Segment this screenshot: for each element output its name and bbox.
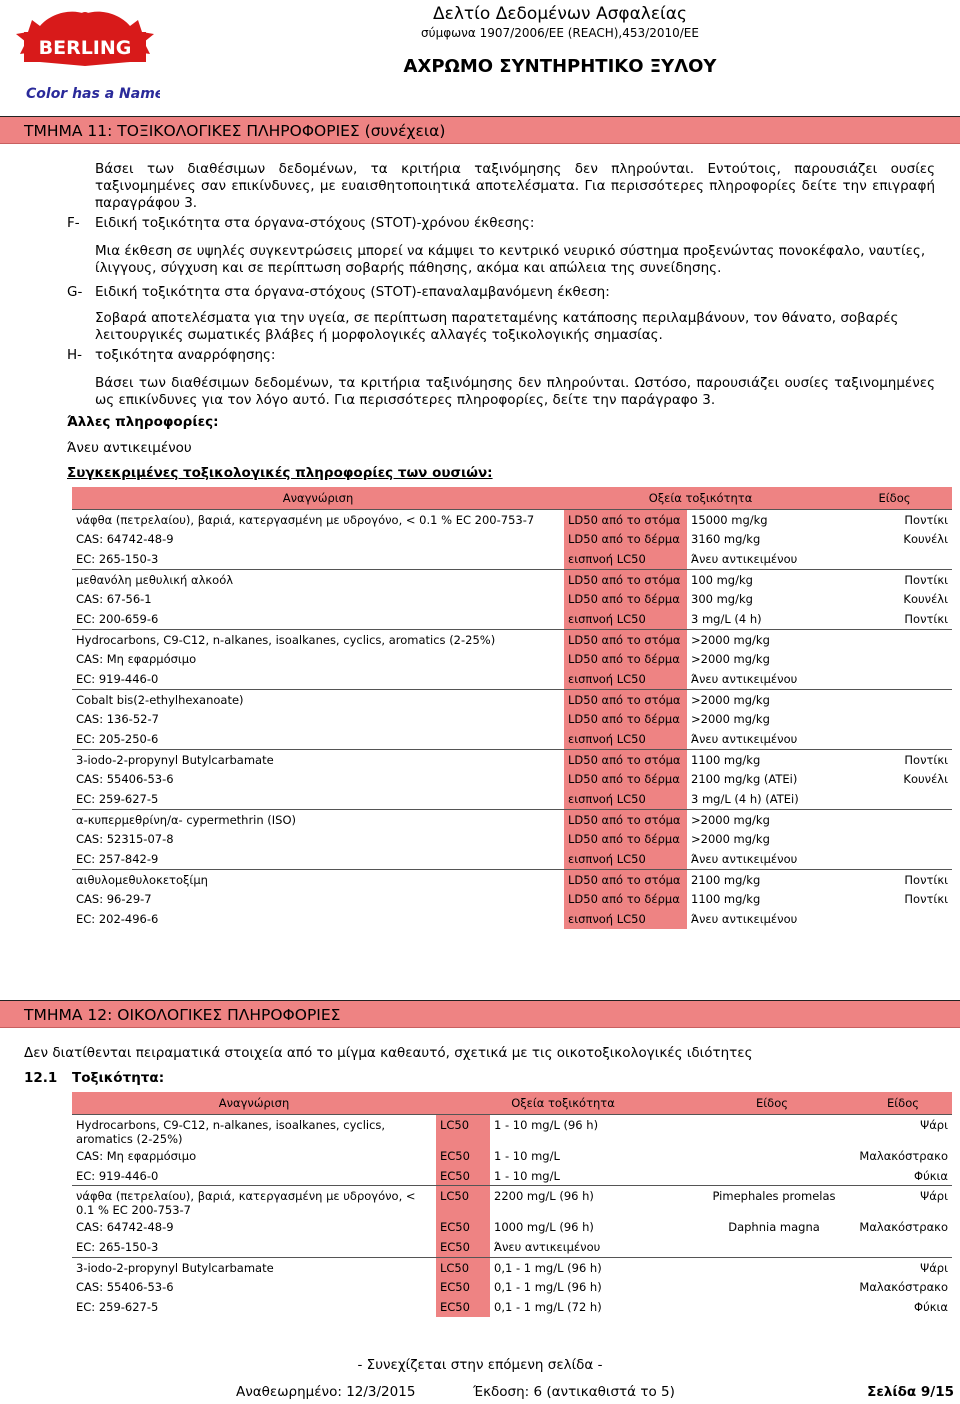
edition-info: Έκδοση: 6 (αντικαθιστά το 5) — [473, 1384, 675, 1400]
test-value: Άνευ αντικειμένου — [494, 1240, 601, 1254]
substance-identification: EC: 259-627-5 — [76, 792, 159, 806]
col-header-acute-toxicity: Οξεία τοξικότητα — [564, 487, 837, 509]
test-type: LC50 — [436, 1257, 490, 1277]
substance-identification: EC: 259-627-5 — [76, 1300, 159, 1314]
eco-table-header — [72, 1092, 952, 1114]
substance-identification: EC: 257-842-9 — [76, 852, 159, 866]
tox-table-header — [72, 487, 952, 509]
item-h-title: τοξικότητα αναρρόφησης: — [95, 347, 276, 363]
species — [690, 1277, 854, 1297]
species: Ποντίκι — [837, 869, 952, 889]
test-value: 2100 mg/kg (ATEi) — [691, 772, 798, 786]
species: Daphnia magna — [728, 1220, 820, 1234]
test-type: EC50 — [436, 1277, 490, 1297]
table-row — [72, 649, 952, 669]
test-value: >2000 mg/kg — [687, 689, 837, 709]
berling-logo — [10, 4, 160, 104]
item-g-title: Ειδική τοξικότητα στα όργανα-στόχους (STOT)-επαναλαμβανόμενη έκθεση: — [95, 284, 610, 300]
col-header-species: Είδος — [690, 1092, 854, 1114]
page-number: Σελίδα 9/15 — [867, 1384, 954, 1400]
test-type: εισπνοή LC50 — [564, 669, 687, 689]
test-type: LC50 — [436, 1186, 490, 1218]
species — [690, 1166, 854, 1186]
substance-identification: Hydrocarbons, C9-C12, n-alkanes, isoalkanes, cyclics, aromatics (2-25%) — [72, 629, 564, 649]
organism-type: Φύκια — [914, 1168, 948, 1183]
substance-identification: CAS: 55406-53-6 — [76, 772, 174, 786]
table-row — [72, 549, 952, 569]
subsection-title: Τοξικότητα: — [72, 1070, 165, 1086]
test-value: 2200 mg/L (96 h) — [490, 1186, 690, 1218]
table-row — [72, 1146, 952, 1166]
species: Ποντίκι — [837, 509, 952, 529]
species — [837, 909, 952, 929]
substance-identification: 3-iodo-2-propynyl Butylcarbamate — [72, 749, 564, 769]
test-value: 3160 mg/kg — [691, 532, 761, 546]
product-name: ΑΧΡΩΜΟ ΣΥΝΤΗΡΗΤΙΚΟ ΞΥΛΟΥ — [403, 56, 717, 77]
species: Ποντίκι — [837, 749, 952, 769]
item-h-label: H- — [67, 347, 83, 363]
table-row — [72, 1166, 952, 1186]
species — [837, 669, 952, 689]
logo-brand: BERLING — [38, 37, 132, 59]
test-type: LD50 από το δέρμα — [564, 649, 687, 669]
organism-type: Ψάρι — [854, 1186, 952, 1218]
table-row — [72, 509, 952, 529]
table-row — [72, 789, 952, 809]
substance-identification: CAS: Μη εφαρμόσιμο — [76, 652, 197, 666]
test-type: EC50 — [436, 1237, 490, 1257]
test-type: εισπνοή LC50 — [564, 549, 687, 569]
test-value: 1 - 10 mg/L (96 h) — [490, 1114, 690, 1146]
substance-identification: CAS: 52315-07-8 — [76, 832, 174, 846]
substance-identification: α-κυπερμεθρίνη/α- cypermethrin (ISO) — [72, 809, 564, 829]
section-11-heading: ΤΜΗΜΑ 11: ΤΟΞΙΚΟΛΟΓΙΚΕΣ ΠΛΗΡΟΦΟΡΙΕΣ (συνέχεια) — [0, 116, 960, 144]
other-info-text: Άνευ αντικειμένου — [67, 440, 192, 456]
logo-slogan: Color has a Name! — [26, 86, 160, 102]
organism-type: Ψάρι — [854, 1114, 952, 1146]
test-value: 2100 mg/kg — [687, 869, 837, 889]
table-row — [72, 1114, 952, 1146]
table-row — [72, 689, 952, 709]
revision-date: Αναθεωρημένο: 12/3/2015 — [236, 1384, 416, 1400]
table-row — [72, 729, 952, 749]
section-11-intro: Βάσει των διαθέσιμων δεδομένων, τα κριτήρια ταξινόμησης δεν πληρούνται. Εντούτοις, παρουσιάζει ουσίες ταξινομημένες σαν επικίνδυνες, με ευαισθητοποιητικά αποτελέσματα. Για περισσότερες πληροφορίες δείτε την επιγραφή παραγράφου 3. — [95, 161, 935, 211]
substance-identification: μεθανόλη μεθυλική αλκοόλ — [72, 569, 564, 589]
test-value: 100 mg/kg — [687, 569, 837, 589]
table-row — [72, 709, 952, 729]
species — [837, 849, 952, 869]
test-type: LD50 από το στόμα — [564, 509, 687, 529]
substance-identification: EC: 265-150-3 — [76, 552, 159, 566]
table-row — [72, 569, 952, 589]
test-value: >2000 mg/kg — [687, 809, 837, 829]
item-g-label: G- — [67, 284, 83, 300]
table-row — [72, 909, 952, 929]
substance-identification: EC: 202-496-6 — [76, 912, 159, 926]
test-value: 300 mg/kg — [691, 592, 753, 606]
species — [837, 629, 952, 649]
test-value: 1 - 10 mg/L — [494, 1148, 560, 1163]
test-type: LD50 από το στόμα — [564, 629, 687, 649]
test-type: LD50 από το στόμα — [564, 569, 687, 589]
test-type: LD50 από το δέρμα — [564, 769, 687, 789]
test-type: EC50 — [436, 1146, 490, 1166]
table-row — [72, 1257, 952, 1277]
item-g-text: Σοβαρά αποτελέσματα για την υγεία, σε περίπτωση παρατεταμένης κατάποσης περιλαμβάνουν, τον θάνατο, σοβαρές λειτουργικές σωματικές βλάβες ή μορφολογικές αλλαγές τοξικολογικής σημασίας. — [95, 310, 899, 343]
test-type: LD50 από το δέρμα — [564, 709, 687, 729]
test-type: LD50 από το στόμα — [564, 749, 687, 769]
species: Ποντίκι — [904, 892, 948, 906]
item-f-title: Ειδική τοξικότητα στα όργανα-στόχους (STOT)-χρόνου έκθεσης: — [95, 215, 535, 231]
species — [837, 809, 952, 829]
species: Ποντίκι — [904, 612, 948, 626]
substance-identification: CAS: 96-29-7 — [76, 892, 152, 906]
table-row — [72, 889, 952, 909]
substance-identification: CAS: 55406-53-6 — [76, 1280, 174, 1294]
test-type: εισπνοή LC50 — [564, 729, 687, 749]
test-value: 1000 mg/L (96 h) — [494, 1220, 594, 1234]
test-value: Άνευ αντικειμένου — [691, 672, 798, 686]
species — [837, 789, 952, 809]
item-f-text: Μια έκθεση σε υψηλές συγκεντρώσεις μπορεί να κάμψει το κεντρικό νευρικό σύστημα προξενώντας πονοκέφαλο, ναυτίες, ίλιγγους, σύγχυση και σε περίπτωση σοβαρής πάθησης, ακόμα και απώλεια της συνείδησης. — [95, 243, 926, 276]
specific-tox-heading: Συγκεκριμένες τοξικολογικές πληροφορίες των ουσιών: — [67, 465, 493, 481]
organism-type: Φύκια — [914, 1300, 948, 1314]
table-row — [72, 529, 952, 549]
test-value: >2000 mg/kg — [691, 712, 770, 726]
substance-identification: 3-iodo-2-propynyl Butylcarbamate — [72, 1257, 436, 1277]
item-h-text: Βάσει των διαθέσιμων δεδομένων, τα κριτήρια ταξινόμησης δεν πληρούνται. Ωστόσο, παρουσιάζει ουσίες ταξινομημένες ως επικίνδυνες για τον λόγο αυτό. Για περισσότερες πληροφορίες, δείτε την παράγραφο 3. — [95, 375, 935, 408]
table-row — [72, 1217, 952, 1237]
table-row — [72, 629, 952, 649]
subsection-number: 12.1 — [24, 1070, 58, 1086]
table-row — [72, 609, 952, 629]
test-value: >2000 mg/kg — [687, 629, 837, 649]
substance-identification: Cobalt bis(2-ethylhexanoate) — [72, 689, 564, 709]
section-12-heading: ΤΜΗΜΑ 12: ΟΙΚΟΛΟΓΙΚΕΣ ΠΛΗΡΟΦΟΡΙΕΣ — [0, 1000, 960, 1028]
table-row — [72, 1237, 952, 1257]
species — [690, 1146, 854, 1166]
table-row — [72, 869, 952, 889]
col-header-acute-toxicity: Οξεία τοξικότητα — [436, 1092, 690, 1114]
substance-identification: EC: 205-250-6 — [76, 732, 159, 746]
organism-type: Μαλακόστρακο — [859, 1220, 948, 1234]
document-title: Δελτίο Δεδομένων Ασφαλείας — [433, 4, 687, 24]
test-value: Άνευ αντικειμένου — [691, 732, 798, 746]
species — [837, 709, 952, 729]
test-type: LD50 από το δέρμα — [564, 889, 687, 909]
test-value: Άνευ αντικειμένου — [691, 852, 798, 866]
substance-identification: EC: 200-659-6 — [76, 612, 159, 626]
test-type: εισπνοή LC50 — [564, 609, 687, 629]
eco-table — [72, 1092, 952, 1317]
table-row — [72, 749, 952, 769]
substance-identification: νάφθα (πετρελαίου), βαριά, κατεργασμένη με υδρογόνο, < 0.1 % EC 200-753-7 — [72, 509, 564, 529]
col-header-species: Είδος — [837, 487, 952, 509]
col-header-identification: Αναγνώριση — [72, 1092, 436, 1114]
species: Κουνέλι — [903, 772, 948, 786]
substance-identification: EC: 265-150-3 — [76, 1240, 159, 1254]
test-value: >2000 mg/kg — [691, 832, 770, 846]
species — [690, 1114, 854, 1146]
substance-identification: EC: 919-446-0 — [76, 1168, 159, 1183]
test-type: LC50 — [436, 1114, 490, 1146]
test-value: Άνευ αντικειμένου — [691, 552, 798, 566]
table-row — [72, 589, 952, 609]
species: Ποντίκι — [837, 569, 952, 589]
substance-identification: CAS: 64742-48-9 — [76, 532, 174, 546]
substance-identification: νάφθα (πετρελαίου), βαριά, κατεργασμένη με υδρογόνο, < 0.1 % EC 200-753-7 — [72, 1186, 436, 1218]
table-row — [72, 669, 952, 689]
test-value: 1 - 10 mg/L — [494, 1168, 560, 1183]
species — [690, 1237, 854, 1257]
species — [690, 1297, 854, 1317]
regulation-line: σύμφωνα 1907/2006/ΕΕ (REACH),453/2010/ΕΕ — [421, 26, 699, 40]
species: Pimephales promelas — [690, 1186, 854, 1218]
species — [837, 549, 952, 569]
test-value: 15000 mg/kg — [687, 509, 837, 529]
test-type: LD50 από το δέρμα — [564, 829, 687, 849]
item-f-label: F- — [67, 215, 80, 231]
species — [837, 689, 952, 709]
continued-note: - Συνεχίζεται στην επόμενη σελίδα - — [357, 1357, 603, 1373]
substance-identification: CAS: 67-56-1 — [76, 592, 152, 606]
substance-identification: EC: 919-446-0 — [76, 672, 159, 686]
table-row — [72, 1277, 952, 1297]
test-value: 0,1 - 1 mg/L (96 h) — [490, 1257, 690, 1277]
table-row — [72, 849, 952, 869]
species — [690, 1257, 854, 1277]
test-value: Άνευ αντικειμένου — [691, 912, 798, 926]
test-value: 0,1 - 1 mg/L (96 h) — [494, 1280, 602, 1294]
organism-type: Μαλακόστρακο — [859, 1148, 948, 1163]
test-type: LD50 από το στόμα — [564, 809, 687, 829]
test-value: >2000 mg/kg — [691, 652, 770, 666]
table-row — [72, 769, 952, 789]
col-header-identification: Αναγνώριση — [72, 487, 564, 509]
table-row — [72, 809, 952, 829]
species — [837, 649, 952, 669]
species: Κουνέλι — [903, 592, 948, 606]
table-row — [72, 829, 952, 849]
substance-identification: CAS: 136-52-7 — [76, 712, 159, 726]
substance-identification: CAS: 64742-48-9 — [76, 1220, 174, 1234]
table-row — [72, 1186, 952, 1218]
test-type: εισπνοή LC50 — [564, 909, 687, 929]
test-type: EC50 — [436, 1217, 490, 1237]
test-value: 3 mg/L (4 h) — [691, 612, 762, 626]
species — [837, 829, 952, 849]
test-type: EC50 — [436, 1297, 490, 1317]
test-type: LD50 από το στόμα — [564, 869, 687, 889]
tox-table — [72, 487, 952, 929]
species: Κουνέλι — [903, 532, 948, 546]
substance-identification: CAS: Μη εφαρμόσιμο — [76, 1148, 197, 1163]
substance-identification: Hydrocarbons, C9-C12, n-alkanes, isoalkanes, cyclics, aromatics (2-25%) — [72, 1114, 436, 1146]
table-row — [72, 1297, 952, 1317]
organism-type: Μαλακόστρακο — [859, 1280, 948, 1294]
test-value: 1100 mg/kg — [691, 892, 761, 906]
col-header-type: Είδος — [854, 1092, 952, 1114]
substance-identification: αιθυλομεθυλοκετοξίμη — [72, 869, 564, 889]
other-info-heading: Άλλες πληροφορίες: — [67, 414, 219, 430]
test-value: 1100 mg/kg — [687, 749, 837, 769]
test-type: εισπνοή LC50 — [564, 789, 687, 809]
test-type: EC50 — [436, 1166, 490, 1186]
test-type: LD50 από το στόμα — [564, 689, 687, 709]
test-type: LD50 από το δέρμα — [564, 529, 687, 549]
section-12-intro: Δεν διατίθενται πειραματικά στοιχεία από το μίγμα καθεαυτό, σχετικά με τις οικοτοξικολογικές ιδιότητες — [24, 1045, 753, 1061]
organism-type — [854, 1237, 952, 1257]
test-value: 0,1 - 1 mg/L (72 h) — [494, 1300, 602, 1314]
species — [837, 729, 952, 749]
organism-type: Ψάρι — [854, 1257, 952, 1277]
test-type: LD50 από το δέρμα — [564, 589, 687, 609]
test-value: 3 mg/L (4 h) (ATEi) — [691, 792, 799, 806]
test-type: εισπνοή LC50 — [564, 849, 687, 869]
